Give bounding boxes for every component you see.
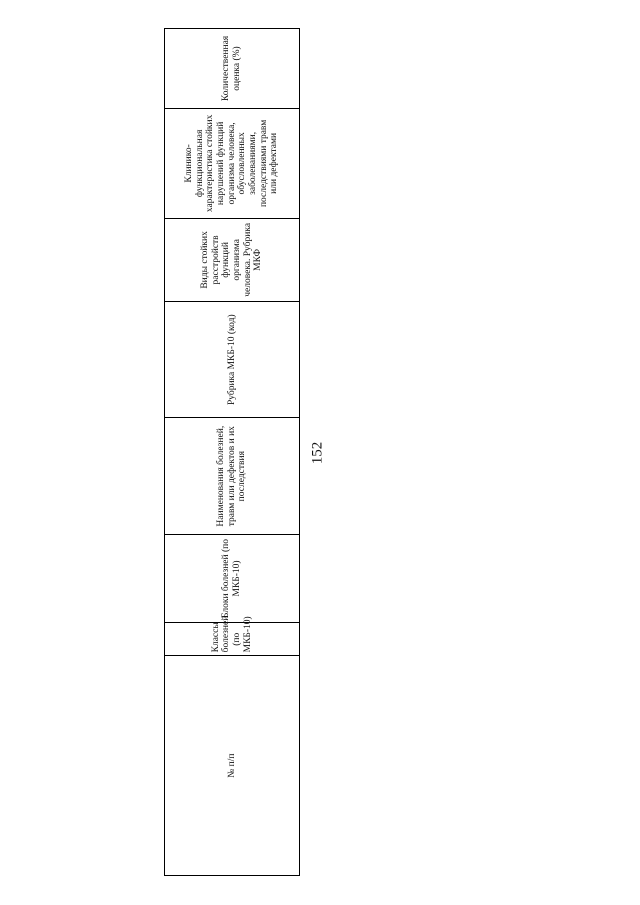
rotated-table-wrapper xyxy=(164,28,639,876)
header-characteristic: Клинико-функциональная характеристика стойких нарушений функций организма человека, обусловленных заболеваниями, последствиями травм или дефектами xyxy=(165,108,300,218)
header-num: № п/п xyxy=(165,656,300,876)
header-classes: Классы болезней (по МКБ-10) xyxy=(165,623,300,656)
page-number: 152 xyxy=(309,441,326,465)
header-impairment-types: Виды стойких расстройств функций организма человека. Рубрика МКФ xyxy=(165,218,300,301)
disability-criteria-table xyxy=(164,28,300,876)
header-row xyxy=(165,29,300,876)
header-score: Количественная оценка (%) xyxy=(165,29,300,109)
header-blocks: Блоки болезней (по МКБ-10) xyxy=(165,534,300,622)
header-diseases: Наименования болезней, травм или дефектов и их последствия xyxy=(165,418,300,534)
header-icd-code: Рубрика МКБ-10 (код) xyxy=(165,301,300,417)
